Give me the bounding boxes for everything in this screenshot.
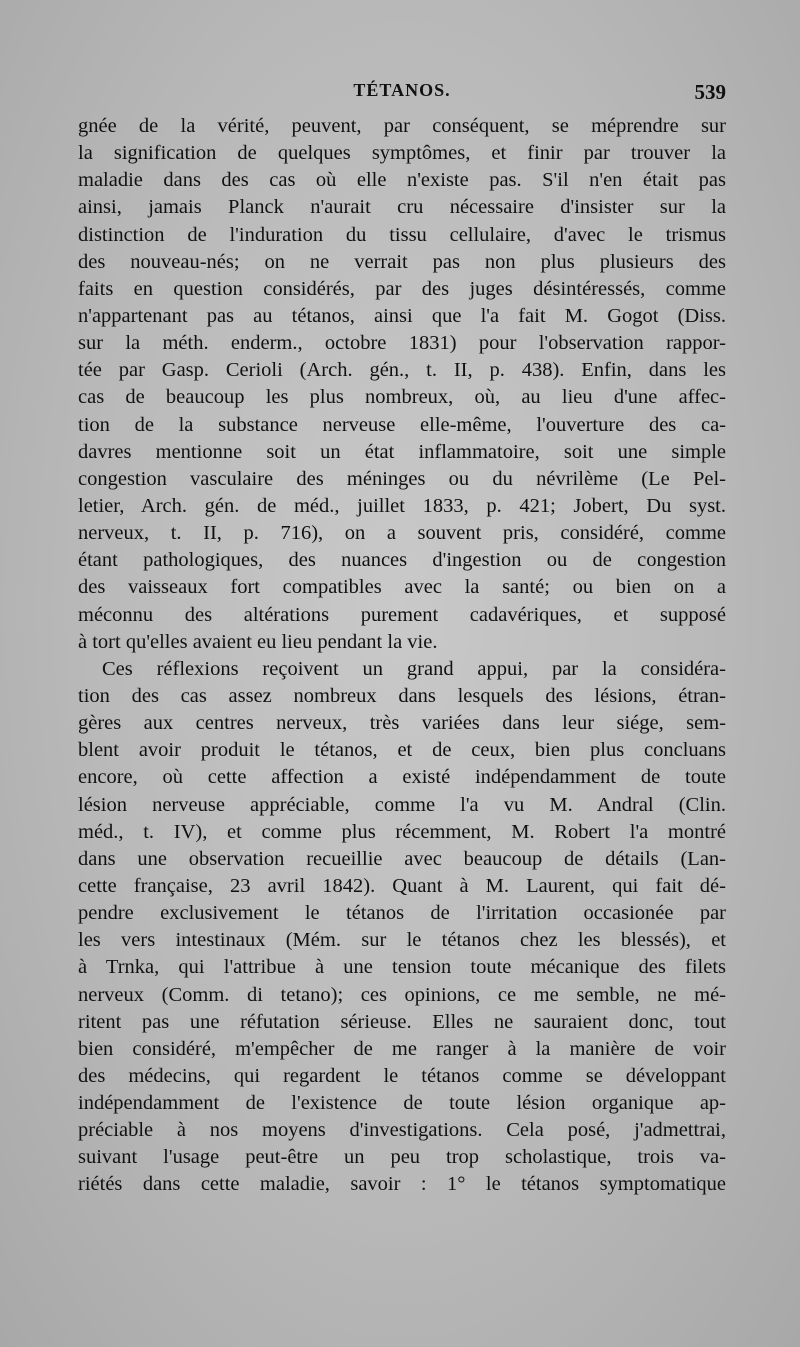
text-line: à Trnka, qui l'attribue à une tension toute mécanique des filets [78,956,726,979]
text-line: cas de beaucoup les plus nombreux, où, au lieu d'une affec- [78,386,726,409]
page-header [78,80,726,110]
text-line: des médecins, qui regardent le tétanos comme se développant [78,1064,726,1087]
text-line: lésion nerveuse appréciable, comme l'a vu M. Andral (Clin. [78,793,726,816]
text-line: ainsi, jamais Planck n'aurait cru nécessaire d'insister sur la [78,196,726,219]
text-line: maladie dans des cas où elle n'existe pas. S'il n'en était pas [78,169,726,192]
text-line: les vers intestinaux (Mém. sur le tétanos chez les blessés), et [78,929,726,952]
text-line: tée par Gasp. Cerioli (Arch. gén., t. II, p. 438). Enfin, dans les [78,359,726,382]
text-line: dans une observation recueillie avec beaucoup de détails (Lan- [78,847,726,870]
text-line: riétés dans cette maladie, savoir : 1° le tétanos symptomatique [78,1173,726,1196]
text-line: cette française, 23 avril 1842). Quant à M. Laurent, qui fait dé- [78,874,726,897]
text-line: davres mentionne soit un état inflammatoire, soit une simple [78,440,726,463]
text-line: gnée de la vérité, peuvent, par conséquent, se méprendre sur [78,115,726,137]
text-line: méd., t. IV), et comme plus récemment, M. Robert l'a montré [78,820,726,843]
running-title: TÉTANOS. [353,80,451,100]
text-line: tion de la substance nerveuse elle-même, l'ouverture des ca- [78,413,726,436]
text-line: letier, Arch. gén. de méd., juillet 1833, p. 421; Jobert, Du syst. [78,494,726,517]
body-text [78,113,726,1199]
text-line: à tort qu'elles avaient eu lieu pendant la vie. [78,630,438,653]
text-line: blent avoir produit le tétanos, et de ceux, bien plus concluans [78,739,726,762]
text-line: méconnu des altérations purement cadavériques, et supposé [78,603,726,626]
text-line: des nouveau-nés; on ne verrait pas non plus plusieurs des [78,250,726,273]
text-line: pendre exclusivement le tétanos de l'irritation occasionée par [78,902,726,925]
text-line: préciable à nos moyens d'investigations. Cela posé, j'admettrai, [78,1119,726,1142]
text-line: Ces réflexions reçoivent un grand appui, par la considéra- [102,657,726,680]
text-line: n'appartenant pas au tétanos, ainsi que l'a fait M. Gogot (Diss. [78,304,726,327]
text-line: sur la méth. enderm., octobre 1831) pour l'observation rappor- [78,332,726,355]
text-line: nerveux, t. II, p. 716), on a souvent pris, considéré, comme [78,522,726,545]
text-line: distinction de l'induration du tissu cellulaire, d'avec le trismus [78,223,726,246]
text-line: bien considéré, m'empêcher de me ranger à la manière de voir [78,1037,726,1060]
text-line: tion des cas assez nombreux dans lesquels des lésions, étran- [78,684,726,707]
text-line: étant pathologiques, des nuances d'ingestion ou de congestion [78,549,726,572]
text-line: congestion vasculaire des méninges ou du névrilème (Le Pel- [78,467,726,490]
text-line: encore, où cette affection a existé indépendamment de toute [78,766,726,789]
text-line: faits en question considérés, par des juges désintéressés, comme [78,277,726,300]
text-line: suivant l'usage peut-être un peu trop scholastique, trois va- [78,1146,726,1169]
text-line: gères aux centres nerveux, très variées dans leur siége, sem- [78,712,726,735]
text-line: la signification de quelques symptômes, et finir par trouver la [78,142,726,165]
page-number: 539 [694,80,726,104]
text-line: nerveux (Comm. di tetano); ces opinions, ce me semble, ne mé- [78,983,726,1006]
text-line: des vaisseaux fort compatibles avec la santé; ou bien on a [78,576,726,599]
text-line: indépendamment de l'existence de toute lésion organique ap- [78,1092,726,1115]
text-line: ritent pas une réfutation sérieuse. Elles ne sauraient donc, tout [78,1010,726,1033]
